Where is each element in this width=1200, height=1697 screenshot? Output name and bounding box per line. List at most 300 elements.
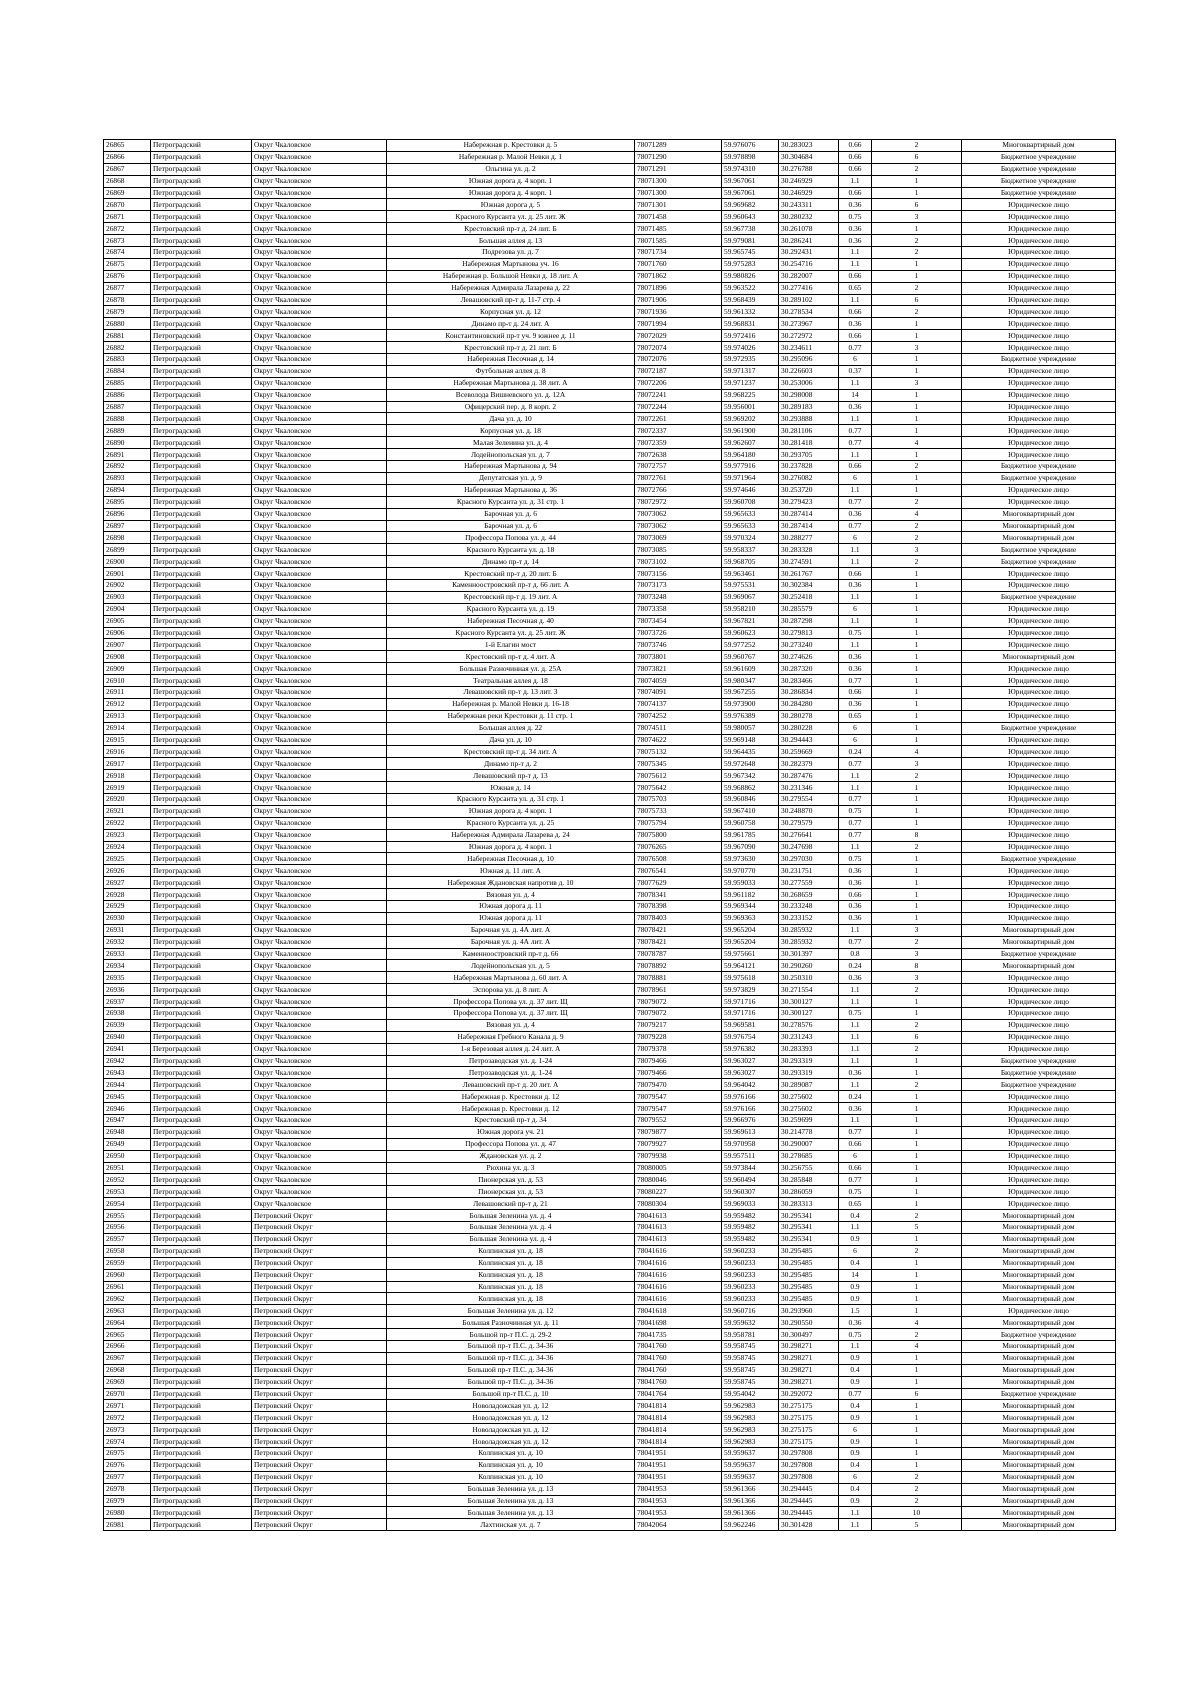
municipal-okrug-cell: Округ Чкаловское: [252, 698, 387, 710]
district-cell: Петроградский: [151, 520, 252, 532]
row-number-cell: 26964: [104, 1317, 151, 1329]
municipal-okrug-cell: Округ Чкаловское: [252, 544, 387, 556]
longitude-cell: 30.276788: [779, 163, 839, 175]
table-row: [104, 199, 1116, 211]
owner-type-cell: Юридическое лицо: [962, 211, 1116, 223]
address-cell: Лодейнопольская ул. д. 7: [387, 449, 635, 461]
container-count-cell: 6: [872, 199, 962, 211]
longitude-cell: 30.279813: [779, 627, 839, 639]
municipal-okrug-cell: Петровский Округ: [252, 1495, 387, 1507]
address-cell: Большая Зеленина ул. д. 4: [387, 1210, 635, 1222]
address-cell: Красного Курсанта ул. д. 19: [387, 603, 635, 615]
table-row: [104, 1150, 1116, 1162]
municipal-okrug-cell: Округ Чкаловское: [252, 1103, 387, 1115]
container-volume-cell: 0.36: [839, 1067, 872, 1079]
table-row: [104, 1245, 1116, 1257]
row-number-cell: 26897: [104, 520, 151, 532]
municipal-okrug-cell: Округ Чкаловское: [252, 1126, 387, 1138]
latitude-cell: 59.958745: [722, 1352, 779, 1364]
row-number-cell: 26882: [104, 342, 151, 354]
row-number-cell: 26980: [104, 1507, 151, 1519]
container-volume-cell: 0.9: [839, 1376, 872, 1388]
latitude-cell: 59.960233: [722, 1269, 779, 1281]
owner-type-cell: Бюджетное учреждение: [962, 1067, 1116, 1079]
cadastral-code-cell: 78080046: [635, 1174, 722, 1186]
row-number-cell: 26912: [104, 698, 151, 710]
district-cell: Петроградский: [151, 984, 252, 996]
row-number-cell: 26887: [104, 401, 151, 413]
municipal-okrug-cell: Петровский Округ: [252, 1257, 387, 1269]
cadastral-code-cell: 78078787: [635, 948, 722, 960]
municipal-okrug-cell: Округ Чкаловское: [252, 294, 387, 306]
row-number-cell: 26981: [104, 1519, 151, 1531]
district-cell: Петроградский: [151, 294, 252, 306]
municipal-okrug-cell: Петровский Округ: [252, 1305, 387, 1317]
municipal-okrug-cell: Округ Чкаловское: [252, 603, 387, 615]
table-row: [104, 151, 1116, 163]
address-cell: Набережная Адмирала Лазарева д. 24: [387, 829, 635, 841]
owner-type-cell: Многоквартирный дом: [962, 1257, 1116, 1269]
address-cell: Красного Курсанта ул. д. 18: [387, 544, 635, 556]
municipal-okrug-cell: Округ Чкаловское: [252, 568, 387, 580]
address-cell: Набережная р. Крестовки д. 12: [387, 1091, 635, 1103]
municipal-okrug-cell: Округ Чкаловское: [252, 1138, 387, 1150]
container-volume-cell: 0.36: [839, 901, 872, 913]
address-cell: Новоладожская ул. д. 12: [387, 1424, 635, 1436]
address-cell: Крестовский пр-т д. 34 лит. А: [387, 746, 635, 758]
district-cell: Петроградский: [151, 568, 252, 580]
longitude-cell: 30.287476: [779, 770, 839, 782]
longitude-cell: 30.282007: [779, 270, 839, 282]
container-count-cell: 1: [872, 889, 962, 901]
longitude-cell: 30.231751: [779, 865, 839, 877]
address-cell: Южная дорога уч. 21: [387, 1126, 635, 1138]
row-number-cell: 26927: [104, 877, 151, 889]
latitude-cell: 59.974646: [722, 484, 779, 496]
latitude-cell: 59.967342: [722, 770, 779, 782]
district-cell: Петроградский: [151, 1079, 252, 1091]
latitude-cell: 59.973900: [722, 698, 779, 710]
owner-type-cell: Многоквартирный дом: [962, 1317, 1116, 1329]
owner-type-cell: Юридическое лицо: [962, 746, 1116, 758]
container-count-cell: 3: [872, 342, 962, 354]
container-count-cell: 1: [872, 223, 962, 235]
latitude-cell: 59.961366: [722, 1507, 779, 1519]
table-row: [104, 805, 1116, 817]
longitude-cell: 30.278576: [779, 1019, 839, 1031]
cadastral-code-cell: 78041760: [635, 1376, 722, 1388]
district-cell: Петроградский: [151, 591, 252, 603]
container-count-cell: 6: [872, 151, 962, 163]
owner-type-cell: Юридическое лицо: [962, 1150, 1116, 1162]
table-row: [104, 365, 1116, 377]
address-cell: Крестовский пр-т д. 20 лит. Б: [387, 568, 635, 580]
cadastral-code-cell: 78079927: [635, 1138, 722, 1150]
owner-type-cell: Многоквартирный дом: [962, 1293, 1116, 1305]
latitude-cell: 59.967061: [722, 187, 779, 199]
latitude-cell: 59.969033: [722, 1198, 779, 1210]
container-volume-cell: 1.1: [839, 449, 872, 461]
owner-type-cell: Юридическое лицо: [962, 425, 1116, 437]
owner-type-cell: Бюджетное учреждение: [962, 722, 1116, 734]
container-count-cell: 1: [872, 675, 962, 687]
container-count-cell: 1: [872, 805, 962, 817]
row-number-cell: 26973: [104, 1424, 151, 1436]
latitude-cell: 59.972416: [722, 330, 779, 342]
municipal-okrug-cell: Петровский Округ: [252, 1436, 387, 1448]
container-volume-cell: 0.75: [839, 211, 872, 223]
row-number-cell: 26945: [104, 1091, 151, 1103]
container-count-cell: 2: [872, 1019, 962, 1031]
latitude-cell: 59.965204: [722, 924, 779, 936]
row-number-cell: 26922: [104, 817, 151, 829]
container-count-cell: 4: [872, 437, 962, 449]
cadastral-code-cell: 78072359: [635, 437, 722, 449]
container-count-cell: 2: [872, 306, 962, 318]
longitude-cell: 30.295485: [779, 1293, 839, 1305]
longitude-cell: 30.298271: [779, 1364, 839, 1376]
container-count-cell: 1: [872, 1055, 962, 1067]
district-cell: Петроградский: [151, 365, 252, 377]
table-row: [104, 1186, 1116, 1198]
address-cell: Южная дорога д. 11: [387, 912, 635, 924]
container-volume-cell: 1.1: [839, 841, 872, 853]
row-number-cell: 26880: [104, 318, 151, 330]
longitude-cell: 30.300127: [779, 1008, 839, 1020]
municipal-okrug-cell: Округ Чкаловское: [252, 199, 387, 211]
district-cell: Петроградский: [151, 175, 252, 187]
latitude-cell: 59.960307: [722, 1186, 779, 1198]
longitude-cell: 30.234611: [779, 342, 839, 354]
container-count-cell: 1: [872, 1376, 962, 1388]
address-cell: Вязовая ул. д. 4: [387, 889, 635, 901]
longitude-cell: 30.275175: [779, 1412, 839, 1424]
municipal-okrug-cell: Округ Чкаловское: [252, 140, 387, 152]
owner-type-cell: Бюджетное учреждение: [962, 175, 1116, 187]
address-cell: Большой пр-т П.С. д. 34-36: [387, 1376, 635, 1388]
longitude-cell: 30.233248: [779, 901, 839, 913]
container-volume-cell: 0.77: [839, 829, 872, 841]
latitude-cell: 59.962983: [722, 1400, 779, 1412]
row-number-cell: 26931: [104, 924, 151, 936]
container-count-cell: 6: [872, 1388, 962, 1400]
address-cell: Южная дорога д. 4 корп. 1: [387, 187, 635, 199]
municipal-okrug-cell: Округ Чкаловское: [252, 948, 387, 960]
district-cell: Петроградский: [151, 817, 252, 829]
longitude-cell: 30.301397: [779, 948, 839, 960]
container-count-cell: 1: [872, 1103, 962, 1115]
owner-type-cell: Юридическое лицо: [962, 805, 1116, 817]
cadastral-code-cell: 78041613: [635, 1210, 722, 1222]
longitude-cell: 30.295485: [779, 1257, 839, 1269]
district-cell: Петроградский: [151, 1507, 252, 1519]
cadastral-code-cell: 78041613: [635, 1233, 722, 1245]
longitude-cell: 30.253720: [779, 484, 839, 496]
table-row: [104, 782, 1116, 794]
latitude-cell: 59.967821: [722, 615, 779, 627]
municipal-okrug-cell: Округ Чкаловское: [252, 817, 387, 829]
cadastral-code-cell: 78079072: [635, 996, 722, 1008]
address-cell: Большая аллея д. 13: [387, 235, 635, 247]
longitude-cell: 30.237828: [779, 461, 839, 473]
municipal-okrug-cell: Округ Чкаловское: [252, 1043, 387, 1055]
table-row: [104, 960, 1116, 972]
container-volume-cell: 0.66: [839, 686, 872, 698]
table-row: [104, 211, 1116, 223]
address-cell: Барочная ул. д. 4А лит. А: [387, 936, 635, 948]
district-cell: Петроградский: [151, 698, 252, 710]
longitude-cell: 30.277559: [779, 877, 839, 889]
container-count-cell: 2: [872, 1210, 962, 1222]
cadastral-code-cell: 78073821: [635, 663, 722, 675]
address-cell: Набережная р. Большой Невки д. 18 лит. А: [387, 270, 635, 282]
container-volume-cell: 6: [839, 1424, 872, 1436]
latitude-cell: 59.958781: [722, 1329, 779, 1341]
table-row: [104, 746, 1116, 758]
container-volume-cell: 1.1: [839, 1055, 872, 1067]
row-number-cell: 26916: [104, 746, 151, 758]
longitude-cell: 30.295341: [779, 1233, 839, 1245]
address-cell: Новоладожская ул. д. 12: [387, 1412, 635, 1424]
municipal-okrug-cell: Округ Чкаловское: [252, 1162, 387, 1174]
container-volume-cell: 0.66: [839, 568, 872, 580]
district-cell: Петроградский: [151, 1317, 252, 1329]
cadastral-code-cell: 78041616: [635, 1293, 722, 1305]
latitude-cell: 59.969682: [722, 199, 779, 211]
district-cell: Петроградский: [151, 651, 252, 663]
latitude-cell: 59.959637: [722, 1447, 779, 1459]
cadastral-code-cell: 78080227: [635, 1186, 722, 1198]
owner-type-cell: Многоквартирный дом: [962, 924, 1116, 936]
latitude-cell: 59.965745: [722, 247, 779, 259]
cadastral-code-cell: 78041735: [635, 1329, 722, 1341]
row-number-cell: 26975: [104, 1447, 151, 1459]
container-volume-cell: 1.1: [839, 556, 872, 568]
address-cell: Большая Разночинная ул. д. 11: [387, 1317, 635, 1329]
table-row: [104, 912, 1116, 924]
latitude-cell: 59.976166: [722, 1103, 779, 1115]
row-number-cell: 26953: [104, 1186, 151, 1198]
cadastral-code-cell: 78078892: [635, 960, 722, 972]
municipal-okrug-cell: Округ Чкаловское: [252, 996, 387, 1008]
row-number-cell: 26884: [104, 365, 151, 377]
address-cell: Крестовский пр-т д. 4 лит. А: [387, 651, 635, 663]
latitude-cell: 59.962983: [722, 1412, 779, 1424]
district-cell: Петроградский: [151, 556, 252, 568]
cadastral-code-cell: 78041814: [635, 1424, 722, 1436]
container-count-cell: 3: [872, 377, 962, 389]
latitude-cell: 59.962246: [722, 1519, 779, 1531]
owner-type-cell: Юридическое лицо: [962, 306, 1116, 318]
latitude-cell: 59.954042: [722, 1388, 779, 1400]
cadastral-code-cell: 78073173: [635, 579, 722, 591]
latitude-cell: 59.967410: [722, 805, 779, 817]
table-row: [104, 1329, 1116, 1341]
cadastral-code-cell: 78079466: [635, 1067, 722, 1079]
cadastral-code-cell: 78071458: [635, 211, 722, 223]
latitude-cell: 59.970324: [722, 532, 779, 544]
address-cell: Профессора Попова ул. д. 37 лит. Щ: [387, 1008, 635, 1020]
container-volume-cell: 0.66: [839, 461, 872, 473]
container-volume-cell: 0.66: [839, 270, 872, 282]
container-volume-cell: 0.66: [839, 306, 872, 318]
container-volume-cell: 0.75: [839, 1008, 872, 1020]
latitude-cell: 59.971237: [722, 377, 779, 389]
longitude-cell: 30.278534: [779, 306, 839, 318]
district-cell: Петроградский: [151, 1424, 252, 1436]
row-number-cell: 26866: [104, 151, 151, 163]
row-number-cell: 26889: [104, 425, 151, 437]
container-volume-cell: 0.4: [839, 1210, 872, 1222]
row-number-cell: 26946: [104, 1103, 151, 1115]
owner-type-cell: Юридическое лицо: [962, 247, 1116, 259]
latitude-cell: 59.958745: [722, 1340, 779, 1352]
owner-type-cell: Многоквартирный дом: [962, 1447, 1116, 1459]
district-cell: Петроградский: [151, 1103, 252, 1115]
row-number-cell: 26913: [104, 710, 151, 722]
row-number-cell: 26978: [104, 1483, 151, 1495]
cadastral-code-cell: 78073156: [635, 568, 722, 580]
container-count-cell: 2: [872, 841, 962, 853]
container-count-cell: 6: [872, 294, 962, 306]
container-volume-cell: 0.24: [839, 1091, 872, 1103]
table-row: [104, 924, 1116, 936]
district-cell: Петроградский: [151, 1329, 252, 1341]
container-volume-cell: 1.1: [839, 1115, 872, 1127]
longitude-cell: 30.271554: [779, 984, 839, 996]
latitude-cell: 59.960233: [722, 1257, 779, 1269]
address-cell: Левашовский пр-т д. 13 лит. З: [387, 686, 635, 698]
address-cell: Дача ул. д. 10: [387, 413, 635, 425]
address-cell: Красного Курсанта ул. д. 31 стр. 1: [387, 793, 635, 805]
address-cell: Эспорова ул. д. 8 лит. А: [387, 984, 635, 996]
table-row: [104, 627, 1116, 639]
container-count-cell: 1: [872, 187, 962, 199]
address-cell: Колпинская ул. д. 18: [387, 1257, 635, 1269]
table-row: [104, 639, 1116, 651]
container-volume-cell: 0.66: [839, 1138, 872, 1150]
container-volume-cell: 1.1: [839, 294, 872, 306]
table-row: [104, 1305, 1116, 1317]
container-count-cell: 3: [872, 948, 962, 960]
container-count-cell: 1: [872, 651, 962, 663]
owner-type-cell: Юридическое лицо: [962, 330, 1116, 342]
container-volume-cell: 1.5: [839, 1305, 872, 1317]
latitude-cell: 59.965204: [722, 936, 779, 948]
container-count-cell: 1: [872, 1281, 962, 1293]
address-cell: Левашовский пр-т д. 20 лит. А: [387, 1079, 635, 1091]
municipal-okrug-cell: Округ Чкаловское: [252, 532, 387, 544]
row-number-cell: 26929: [104, 901, 151, 913]
table-row: [104, 508, 1116, 520]
latitude-cell: 59.961609: [722, 663, 779, 675]
owner-type-cell: Многоквартирный дом: [962, 1233, 1116, 1245]
row-number-cell: 26876: [104, 270, 151, 282]
table-row: [104, 282, 1116, 294]
address-cell: Набережная Мартынова д. 38 лит. А: [387, 377, 635, 389]
container-count-cell: 2: [872, 140, 962, 152]
row-number-cell: 26915: [104, 734, 151, 746]
container-volume-cell: 1.1: [839, 377, 872, 389]
municipal-okrug-cell: Округ Чкаловское: [252, 247, 387, 259]
municipal-okrug-cell: Округ Чкаловское: [252, 413, 387, 425]
table-row: [104, 223, 1116, 235]
district-cell: Петроградский: [151, 793, 252, 805]
district-cell: Петроградский: [151, 140, 252, 152]
municipal-okrug-cell: Округ Чкаловское: [252, 461, 387, 473]
longitude-cell: 30.285932: [779, 936, 839, 948]
municipal-okrug-cell: Округ Чкаловское: [252, 770, 387, 782]
container-volume-cell: 1.1: [839, 924, 872, 936]
address-cell: Южная дорога д. 4 корп. 1: [387, 175, 635, 187]
table-row: [104, 1281, 1116, 1293]
municipal-okrug-cell: Округ Чкаловское: [252, 354, 387, 366]
latitude-cell: 59.958210: [722, 603, 779, 615]
cadastral-code-cell: 78072638: [635, 449, 722, 461]
owner-type-cell: Юридическое лицо: [962, 282, 1116, 294]
latitude-cell: 59.959632: [722, 1317, 779, 1329]
district-cell: Петроградский: [151, 247, 252, 259]
longitude-cell: 30.280278: [779, 710, 839, 722]
district-cell: Петроградский: [151, 461, 252, 473]
container-volume-cell: 0.75: [839, 853, 872, 865]
table-row: [104, 1388, 1116, 1400]
container-volume-cell: 0.77: [839, 675, 872, 687]
municipal-okrug-cell: Округ Чкаловское: [252, 924, 387, 936]
row-number-cell: 26872: [104, 223, 151, 235]
longitude-cell: 30.277416: [779, 282, 839, 294]
latitude-cell: 59.963027: [722, 1067, 779, 1079]
container-count-cell: 1: [872, 1257, 962, 1269]
municipal-okrug-cell: Петровский Округ: [252, 1519, 387, 1531]
district-cell: Петроградский: [151, 1269, 252, 1281]
row-number-cell: 26935: [104, 972, 151, 984]
longitude-cell: 30.288277: [779, 532, 839, 544]
row-number-cell: 26867: [104, 163, 151, 175]
address-cell: Офицерский пер. д. 8 корп. 2: [387, 401, 635, 413]
latitude-cell: 59.959482: [722, 1210, 779, 1222]
district-cell: Петроградский: [151, 853, 252, 865]
container-volume-cell: 0.77: [839, 758, 872, 770]
municipal-okrug-cell: Округ Чкаловское: [252, 591, 387, 603]
district-cell: Петроградский: [151, 1233, 252, 1245]
table-row: [104, 187, 1116, 199]
latitude-cell: 59.975283: [722, 258, 779, 270]
container-volume-cell: 6: [839, 1150, 872, 1162]
municipal-okrug-cell: Петровский Округ: [252, 1329, 387, 1341]
district-cell: Петроградский: [151, 401, 252, 413]
table-row: [104, 793, 1116, 805]
address-cell: Ждановская ул. д. 2: [387, 1150, 635, 1162]
cadastral-code-cell: 78071485: [635, 223, 722, 235]
container-count-cell: 4: [872, 1317, 962, 1329]
owner-type-cell: Юридическое лицо: [962, 401, 1116, 413]
latitude-cell: 59.963522: [722, 282, 779, 294]
row-number-cell: 26959: [104, 1257, 151, 1269]
municipal-okrug-cell: Округ Чкаловское: [252, 318, 387, 330]
address-cell: Крестовский пр-т д. 19 лит. А: [387, 591, 635, 603]
table-row: [104, 841, 1116, 853]
row-number-cell: 26875: [104, 258, 151, 270]
row-number-cell: 26908: [104, 651, 151, 663]
municipal-okrug-cell: Петровский Округ: [252, 1317, 387, 1329]
latitude-cell: 59.964180: [722, 449, 779, 461]
longitude-cell: 30.214778: [779, 1126, 839, 1138]
container-volume-cell: 0.66: [839, 140, 872, 152]
district-cell: Петроградский: [151, 484, 252, 496]
table-row: [104, 710, 1116, 722]
latitude-cell: 59.965633: [722, 508, 779, 520]
